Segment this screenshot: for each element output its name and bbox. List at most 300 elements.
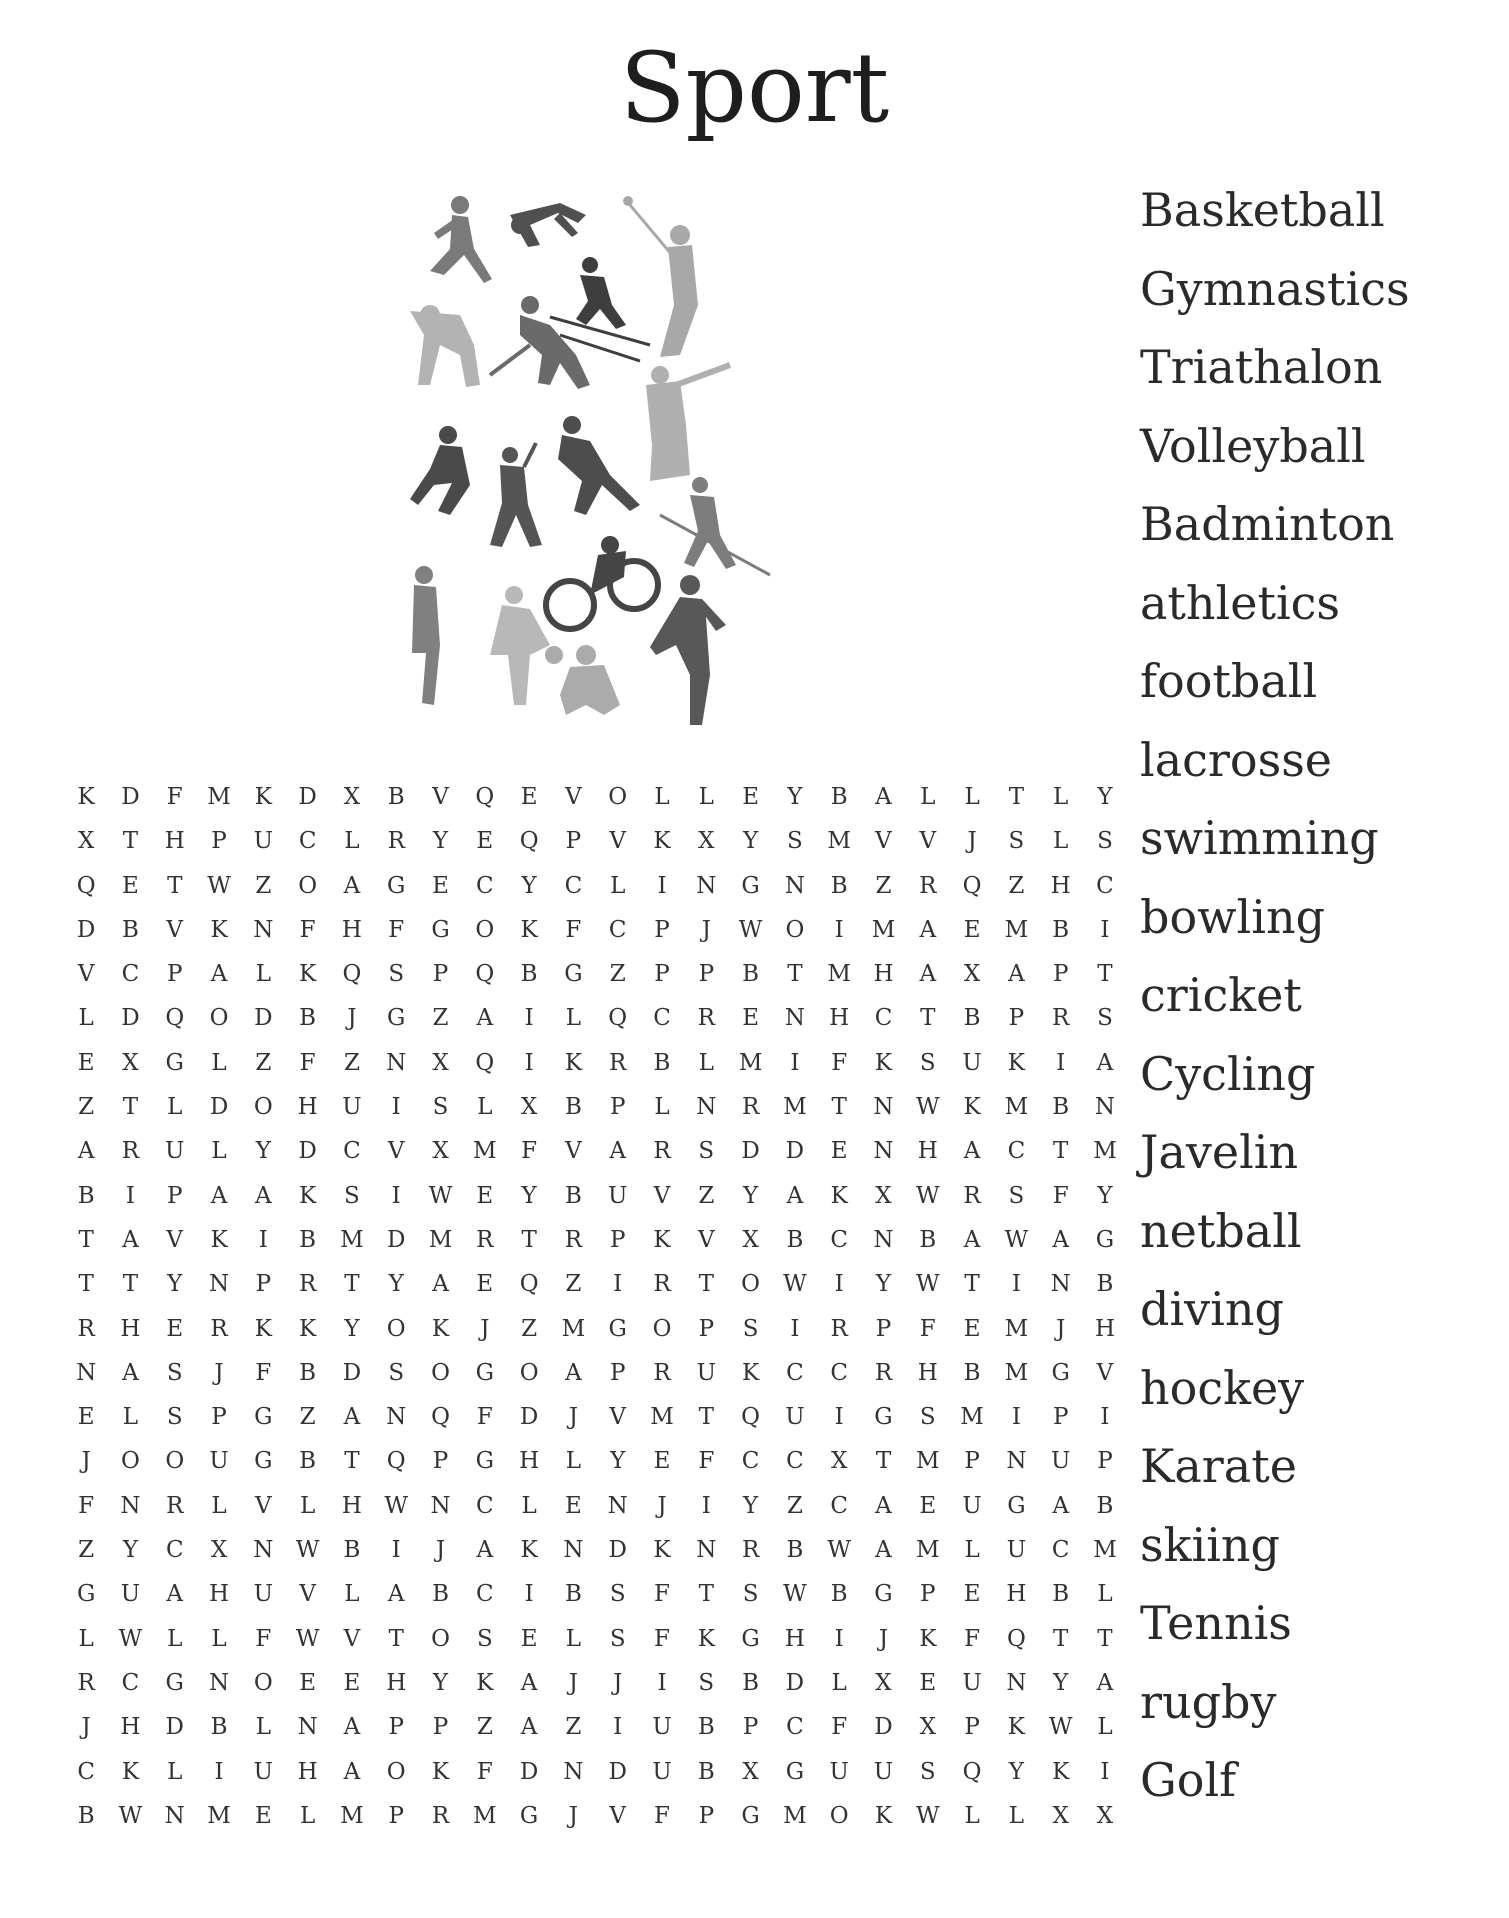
grid-letter[interactable]: I: [657, 872, 667, 899]
grid-letter[interactable]: L: [920, 784, 936, 810]
grid-letter[interactable]: S: [609, 1581, 626, 1608]
grid-letter[interactable]: L: [211, 1049, 227, 1076]
grid-letter[interactable]: A: [520, 1714, 538, 1741]
grid-letter[interactable]: C: [741, 1448, 760, 1475]
grid-letter[interactable]: P: [654, 961, 670, 988]
grid-letter[interactable]: Z: [78, 1094, 95, 1121]
grid-letter[interactable]: M: [1093, 1138, 1117, 1165]
grid-letter[interactable]: I: [613, 1271, 623, 1298]
grid-letter[interactable]: U: [785, 1404, 805, 1431]
grid-letter[interactable]: S: [388, 961, 405, 988]
grid-letter[interactable]: P: [432, 961, 449, 988]
grid-letter[interactable]: R: [653, 1359, 671, 1386]
grid-letter[interactable]: U: [696, 1359, 716, 1386]
grid-letter[interactable]: I: [391, 1182, 401, 1209]
grid-letter[interactable]: X: [432, 1049, 449, 1076]
grid-letter[interactable]: T: [344, 1271, 360, 1298]
grid-letter[interactable]: P: [565, 828, 582, 855]
grid-letter[interactable]: D: [874, 1714, 893, 1741]
grid-letter[interactable]: C: [476, 872, 494, 899]
grid-letter[interactable]: H: [209, 1581, 230, 1608]
grid-letter[interactable]: M: [340, 1226, 364, 1253]
grid-letter[interactable]: Y: [1008, 1758, 1024, 1785]
grid-letter[interactable]: E: [565, 1492, 582, 1519]
grid-letter[interactable]: U: [253, 1581, 274, 1608]
grid-letter[interactable]: F: [654, 1581, 670, 1608]
grid-letter[interactable]: W: [738, 916, 763, 943]
grid-letter[interactable]: N: [1094, 1094, 1116, 1121]
grid-letter[interactable]: L: [1053, 828, 1069, 855]
grid-letter[interactable]: W: [783, 1271, 807, 1298]
grid-letter[interactable]: K: [1007, 1714, 1025, 1741]
grid-letter[interactable]: F: [521, 1138, 538, 1165]
grid-letter[interactable]: C: [77, 1758, 95, 1785]
grid-letter[interactable]: X: [77, 828, 95, 855]
grid-letter[interactable]: U: [829, 1758, 849, 1785]
grid-letter[interactable]: V: [609, 828, 627, 855]
grid-letter[interactable]: I: [391, 1094, 401, 1121]
grid-letter[interactable]: A: [255, 1182, 272, 1209]
grid-letter[interactable]: N: [208, 1271, 230, 1298]
grid-letter[interactable]: I: [1011, 1271, 1021, 1298]
grid-letter[interactable]: M: [340, 1802, 364, 1829]
grid-letter[interactable]: K: [697, 1625, 715, 1652]
grid-letter[interactable]: L: [299, 1802, 316, 1829]
grid-letter[interactable]: M: [916, 1537, 940, 1564]
grid-letter[interactable]: H: [297, 1094, 318, 1121]
grid-letter[interactable]: A: [122, 1226, 139, 1253]
grid-letter[interactable]: F: [476, 1404, 493, 1431]
grid-letter[interactable]: X: [831, 1448, 848, 1475]
grid-letter[interactable]: N: [253, 916, 274, 943]
grid-letter[interactable]: P: [1052, 961, 1069, 988]
grid-letter[interactable]: W: [827, 1537, 852, 1564]
grid-letter[interactable]: Q: [431, 1404, 450, 1431]
grid-letter[interactable]: Z: [1008, 872, 1025, 899]
grid-letter[interactable]: O: [253, 1094, 273, 1121]
grid-letter[interactable]: W: [295, 1625, 320, 1652]
grid-letter[interactable]: Y: [1053, 1669, 1069, 1696]
grid-letter[interactable]: S: [698, 1138, 715, 1165]
grid-letter[interactable]: M: [473, 1802, 497, 1829]
grid-letter[interactable]: J: [967, 828, 977, 855]
grid-letter[interactable]: Y: [1097, 784, 1113, 810]
grid-letter[interactable]: I: [834, 916, 844, 943]
grid-letter[interactable]: T: [1008, 784, 1025, 810]
grid-letter[interactable]: Q: [519, 828, 539, 855]
grid-letter[interactable]: Q: [608, 1005, 628, 1032]
grid-letter[interactable]: G: [387, 872, 406, 899]
grid-letter[interactable]: Q: [342, 961, 362, 988]
grid-letter[interactable]: O: [741, 1271, 761, 1298]
grid-letter[interactable]: A: [1008, 961, 1025, 988]
grid-letter[interactable]: K: [254, 1315, 272, 1342]
grid-letter[interactable]: F: [698, 1448, 715, 1475]
grid-letter[interactable]: J: [480, 1315, 490, 1342]
grid-letter[interactable]: C: [786, 1359, 804, 1386]
grid-letter[interactable]: A: [343, 1758, 361, 1785]
grid-letter[interactable]: X: [122, 1049, 139, 1076]
grid-letter[interactable]: H: [784, 1625, 805, 1652]
grid-letter[interactable]: B: [963, 1359, 981, 1386]
grid-letter[interactable]: S: [698, 1669, 715, 1696]
grid-letter[interactable]: G: [741, 872, 760, 899]
grid-letter[interactable]: D: [298, 784, 317, 810]
grid-letter[interactable]: A: [210, 1182, 228, 1209]
grid-letter[interactable]: D: [519, 1404, 539, 1431]
grid-letter[interactable]: Y: [521, 1182, 537, 1209]
grid-letter[interactable]: W: [118, 1802, 143, 1829]
grid-letter[interactable]: V: [565, 784, 582, 810]
grid-letter[interactable]: T: [1053, 1625, 1069, 1652]
grid-letter[interactable]: P: [609, 1094, 626, 1121]
grid-letter[interactable]: S: [742, 1315, 759, 1342]
grid-letter[interactable]: O: [431, 1625, 450, 1652]
grid-letter[interactable]: C: [830, 1492, 848, 1519]
grid-letter[interactable]: A: [520, 1669, 538, 1696]
grid-letter[interactable]: Y: [787, 784, 803, 810]
grid-letter[interactable]: N: [784, 872, 805, 899]
grid-letter[interactable]: L: [211, 1625, 227, 1652]
grid-letter[interactable]: B: [697, 1758, 715, 1785]
grid-letter[interactable]: O: [475, 916, 495, 943]
grid-letter[interactable]: O: [209, 1005, 229, 1032]
grid-letter[interactable]: R: [166, 1492, 184, 1519]
grid-letter[interactable]: M: [871, 916, 896, 943]
grid-letter[interactable]: M: [650, 1404, 674, 1431]
grid-letter[interactable]: G: [1095, 1226, 1115, 1253]
grid-letter[interactable]: N: [76, 1359, 97, 1386]
grid-letter[interactable]: N: [784, 1005, 805, 1032]
grid-letter[interactable]: P: [698, 1315, 715, 1342]
grid-letter[interactable]: D: [342, 1359, 362, 1386]
grid-letter[interactable]: E: [653, 1448, 671, 1475]
grid-letter[interactable]: P: [1097, 1448, 1113, 1475]
grid-letter[interactable]: N: [164, 1802, 185, 1829]
grid-letter[interactable]: O: [519, 1359, 539, 1386]
grid-letter[interactable]: J: [657, 1492, 667, 1519]
grid-letter[interactable]: N: [1006, 1669, 1027, 1696]
grid-letter[interactable]: R: [431, 1802, 450, 1829]
grid-letter[interactable]: M: [738, 1049, 763, 1076]
grid-letter[interactable]: L: [299, 1492, 316, 1519]
grid-letter[interactable]: A: [919, 916, 937, 943]
grid-letter[interactable]: I: [1011, 1404, 1021, 1431]
grid-letter[interactable]: M: [783, 1094, 807, 1121]
grid-letter[interactable]: B: [299, 1005, 317, 1032]
grid-letter[interactable]: A: [963, 1226, 981, 1253]
grid-letter[interactable]: K: [1007, 1049, 1025, 1076]
grid-letter[interactable]: P: [167, 961, 183, 988]
grid-letter[interactable]: L: [344, 1581, 360, 1608]
grid-letter[interactable]: E: [77, 1404, 95, 1431]
grid-letter[interactable]: N: [607, 1492, 628, 1519]
grid-letter[interactable]: B: [1096, 1271, 1114, 1298]
grid-letter[interactable]: M: [783, 1802, 807, 1829]
grid-letter[interactable]: Z: [521, 1315, 538, 1342]
grid-letter[interactable]: K: [1052, 1758, 1070, 1785]
grid-letter[interactable]: L: [565, 1448, 582, 1475]
grid-letter[interactable]: X: [432, 1138, 449, 1165]
grid-letter[interactable]: D: [785, 1138, 805, 1165]
grid-letter[interactable]: H: [120, 1315, 141, 1342]
grid-letter[interactable]: F: [654, 1802, 670, 1829]
grid-letter[interactable]: Z: [565, 1714, 582, 1741]
grid-letter[interactable]: X: [698, 828, 715, 855]
grid-letter[interactable]: L: [167, 1625, 183, 1652]
grid-letter[interactable]: S: [609, 1625, 626, 1652]
grid-letter[interactable]: M: [1004, 1359, 1029, 1386]
grid-letter[interactable]: S: [919, 1404, 936, 1431]
grid-letter[interactable]: H: [1006, 1581, 1027, 1608]
grid-letter[interactable]: I: [1100, 1758, 1110, 1785]
grid-letter[interactable]: R: [77, 1669, 95, 1696]
grid-letter[interactable]: A: [476, 1537, 494, 1564]
grid-letter[interactable]: T: [122, 1094, 139, 1121]
grid-letter[interactable]: K: [299, 961, 317, 988]
grid-letter[interactable]: B: [520, 961, 538, 988]
grid-letter[interactable]: K: [874, 1802, 893, 1829]
grid-letter[interactable]: O: [608, 784, 628, 810]
grid-letter[interactable]: D: [121, 1005, 140, 1032]
grid-letter[interactable]: Y: [432, 828, 449, 855]
grid-letter[interactable]: N: [430, 1492, 451, 1519]
grid-letter[interactable]: G: [475, 1359, 494, 1386]
grid-letter[interactable]: D: [519, 1758, 539, 1785]
grid-letter[interactable]: V: [255, 1492, 272, 1519]
grid-letter[interactable]: L: [698, 1049, 714, 1076]
grid-letter[interactable]: Z: [255, 1049, 272, 1076]
grid-letter[interactable]: Z: [255, 872, 272, 899]
grid-letter[interactable]: Y: [743, 828, 759, 855]
grid-letter[interactable]: E: [299, 1669, 317, 1696]
grid-letter[interactable]: C: [564, 872, 583, 899]
grid-letter[interactable]: N: [297, 1714, 318, 1741]
grid-letter[interactable]: S: [1008, 1182, 1025, 1209]
grid-letter[interactable]: U: [962, 1049, 982, 1076]
grid-letter[interactable]: D: [76, 916, 96, 943]
grid-letter[interactable]: S: [1097, 828, 1113, 855]
grid-letter[interactable]: P: [432, 1714, 449, 1741]
grid-letter[interactable]: B: [919, 1226, 937, 1253]
grid-letter[interactable]: T: [521, 1226, 537, 1253]
grid-letter[interactable]: K: [653, 1226, 671, 1253]
grid-letter[interactable]: A: [963, 1138, 981, 1165]
grid-letter[interactable]: L: [565, 1625, 582, 1652]
grid-letter[interactable]: X: [210, 1537, 228, 1564]
grid-letter[interactable]: V: [1096, 1359, 1114, 1386]
grid-letter[interactable]: E: [963, 1581, 981, 1608]
grid-letter[interactable]: Y: [388, 1271, 404, 1298]
grid-letter[interactable]: Q: [165, 1005, 185, 1032]
grid-letter[interactable]: B: [786, 1226, 804, 1253]
grid-letter[interactable]: I: [524, 1049, 534, 1076]
grid-letter[interactable]: P: [388, 1714, 404, 1741]
grid-letter[interactable]: F: [299, 1049, 316, 1076]
grid-letter[interactable]: E: [520, 1625, 538, 1652]
grid-letter[interactable]: K: [210, 1226, 228, 1253]
grid-letter[interactable]: J: [81, 1714, 91, 1741]
grid-letter[interactable]: A: [122, 1359, 139, 1386]
grid-letter[interactable]: G: [1051, 1359, 1070, 1386]
grid-letter[interactable]: E: [742, 1005, 759, 1032]
grid-letter[interactable]: O: [253, 1669, 273, 1696]
grid-letter[interactable]: M: [1004, 1315, 1029, 1342]
grid-letter[interactable]: V: [77, 961, 95, 988]
grid-letter[interactable]: E: [919, 1669, 937, 1696]
grid-letter[interactable]: Y: [167, 1271, 183, 1298]
grid-letter[interactable]: V: [609, 1404, 627, 1431]
grid-letter[interactable]: A: [1096, 1049, 1114, 1076]
grid-letter[interactable]: Q: [741, 1404, 761, 1431]
grid-letter[interactable]: X: [875, 1182, 892, 1209]
grid-letter[interactable]: Q: [962, 872, 982, 899]
grid-letter[interactable]: S: [1097, 1005, 1113, 1032]
grid-letter[interactable]: S: [166, 1359, 183, 1386]
grid-letter[interactable]: M: [428, 1226, 453, 1253]
grid-letter[interactable]: Q: [962, 1758, 982, 1785]
grid-letter[interactable]: G: [519, 1802, 539, 1829]
grid-letter[interactable]: B: [1052, 916, 1070, 943]
grid-letter[interactable]: U: [165, 1138, 185, 1165]
grid-letter[interactable]: E: [476, 1271, 494, 1298]
grid-letter[interactable]: P: [388, 1802, 404, 1829]
grid-letter[interactable]: J: [568, 1669, 579, 1696]
grid-letter[interactable]: X: [520, 1094, 538, 1121]
grid-letter[interactable]: L: [1008, 1802, 1025, 1829]
grid-letter[interactable]: E: [432, 872, 449, 899]
grid-letter[interactable]: K: [210, 916, 228, 943]
grid-letter[interactable]: A: [875, 1537, 892, 1564]
grid-letter[interactable]: F: [831, 1714, 848, 1741]
grid-letter[interactable]: Z: [786, 1492, 803, 1519]
grid-letter[interactable]: N: [253, 1537, 274, 1564]
grid-letter[interactable]: L: [78, 1005, 94, 1032]
grid-letter[interactable]: L: [477, 1094, 493, 1121]
grid-letter[interactable]: A: [343, 1404, 361, 1431]
grid-letter[interactable]: R: [77, 1315, 95, 1342]
grid-letter[interactable]: I: [834, 1404, 844, 1431]
grid-letter[interactable]: E: [476, 828, 494, 855]
grid-letter[interactable]: M: [207, 784, 231, 810]
grid-letter[interactable]: G: [874, 1404, 893, 1431]
grid-letter[interactable]: R: [210, 1315, 228, 1342]
grid-letter[interactable]: U: [652, 1758, 672, 1785]
grid-letter[interactable]: W: [783, 1581, 807, 1608]
grid-letter[interactable]: F: [565, 916, 582, 943]
grid-letter[interactable]: E: [963, 1315, 981, 1342]
grid-letter[interactable]: K: [476, 1669, 494, 1696]
grid-letter[interactable]: J: [568, 1404, 579, 1431]
grid-letter[interactable]: H: [873, 961, 894, 988]
grid-letter[interactable]: W: [915, 1094, 940, 1121]
grid-letter[interactable]: C: [830, 1226, 848, 1253]
grid-letter[interactable]: L: [255, 961, 271, 988]
grid-letter[interactable]: Z: [78, 1537, 95, 1564]
grid-letter[interactable]: D: [785, 1669, 805, 1696]
grid-letter[interactable]: D: [165, 1714, 184, 1741]
grid-letter[interactable]: N: [696, 1094, 717, 1121]
grid-letter[interactable]: K: [254, 784, 272, 810]
grid-letter[interactable]: H: [519, 1448, 540, 1475]
grid-letter[interactable]: B: [1052, 1581, 1070, 1608]
grid-letter[interactable]: L: [255, 1714, 271, 1741]
grid-letter[interactable]: I: [258, 1226, 268, 1253]
grid-letter[interactable]: B: [343, 1537, 361, 1564]
grid-letter[interactable]: V: [387, 1138, 405, 1165]
grid-letter[interactable]: G: [741, 1625, 760, 1652]
grid-letter[interactable]: N: [696, 872, 717, 899]
grid-letter[interactable]: C: [608, 916, 627, 943]
grid-letter[interactable]: K: [299, 1182, 317, 1209]
grid-letter[interactable]: Z: [343, 1049, 360, 1076]
grid-letter[interactable]: J: [701, 916, 711, 943]
grid-letter[interactable]: N: [1006, 1448, 1027, 1475]
grid-letter[interactable]: N: [120, 1492, 141, 1519]
grid-letter[interactable]: N: [386, 1049, 407, 1076]
grid-letter[interactable]: M: [1004, 1094, 1029, 1121]
grid-letter[interactable]: E: [77, 1049, 95, 1076]
grid-letter[interactable]: W: [915, 1271, 940, 1298]
grid-letter[interactable]: S: [919, 1049, 936, 1076]
grid-letter[interactable]: A: [1096, 1669, 1114, 1696]
grid-letter[interactable]: N: [873, 1226, 894, 1253]
grid-letter[interactable]: X: [742, 1758, 759, 1785]
grid-letter[interactable]: F: [255, 1625, 272, 1652]
grid-letter[interactable]: M: [473, 1138, 497, 1165]
grid-letter[interactable]: T: [388, 1625, 404, 1652]
grid-letter[interactable]: P: [698, 1802, 715, 1829]
grid-letter[interactable]: B: [963, 1005, 981, 1032]
grid-letter[interactable]: N: [386, 1404, 407, 1431]
grid-letter[interactable]: R: [697, 1005, 715, 1032]
grid-letter[interactable]: L: [654, 1094, 670, 1121]
grid-letter[interactable]: B: [299, 1359, 317, 1386]
grid-letter[interactable]: S: [919, 1758, 936, 1785]
grid-letter[interactable]: B: [1096, 1492, 1114, 1519]
grid-letter[interactable]: Q: [76, 872, 96, 899]
grid-letter[interactable]: B: [299, 1448, 317, 1475]
grid-letter[interactable]: A: [343, 1714, 361, 1741]
grid-letter[interactable]: C: [476, 1492, 494, 1519]
grid-letter[interactable]: T: [167, 872, 183, 899]
grid-letter[interactable]: I: [657, 1669, 667, 1696]
grid-letter[interactable]: A: [1052, 1226, 1069, 1253]
grid-letter[interactable]: L: [964, 1802, 980, 1829]
grid-letter[interactable]: W: [1004, 1226, 1029, 1253]
grid-letter[interactable]: B: [1052, 1094, 1070, 1121]
grid-letter[interactable]: N: [563, 1758, 584, 1785]
grid-letter[interactable]: G: [475, 1448, 494, 1475]
grid-letter[interactable]: G: [165, 1669, 184, 1696]
grid-letter[interactable]: S: [742, 1581, 759, 1608]
grid-letter[interactable]: H: [917, 1138, 938, 1165]
grid-letter[interactable]: C: [121, 961, 140, 988]
grid-letter[interactable]: P: [742, 1714, 759, 1741]
grid-letter[interactable]: J: [81, 1448, 91, 1475]
grid-letter[interactable]: M: [1004, 916, 1029, 943]
grid-letter[interactable]: M: [960, 1404, 984, 1431]
grid-letter[interactable]: T: [1097, 1625, 1113, 1652]
grid-letter[interactable]: W: [384, 1492, 409, 1519]
grid-letter[interactable]: I: [524, 1005, 534, 1032]
grid-letter[interactable]: C: [830, 1359, 848, 1386]
grid-letter[interactable]: K: [874, 1049, 893, 1076]
grid-letter[interactable]: T: [787, 961, 803, 988]
grid-letter[interactable]: B: [432, 1581, 449, 1608]
grid-letter[interactable]: W: [118, 1625, 143, 1652]
grid-letter[interactable]: H: [1094, 1315, 1115, 1342]
